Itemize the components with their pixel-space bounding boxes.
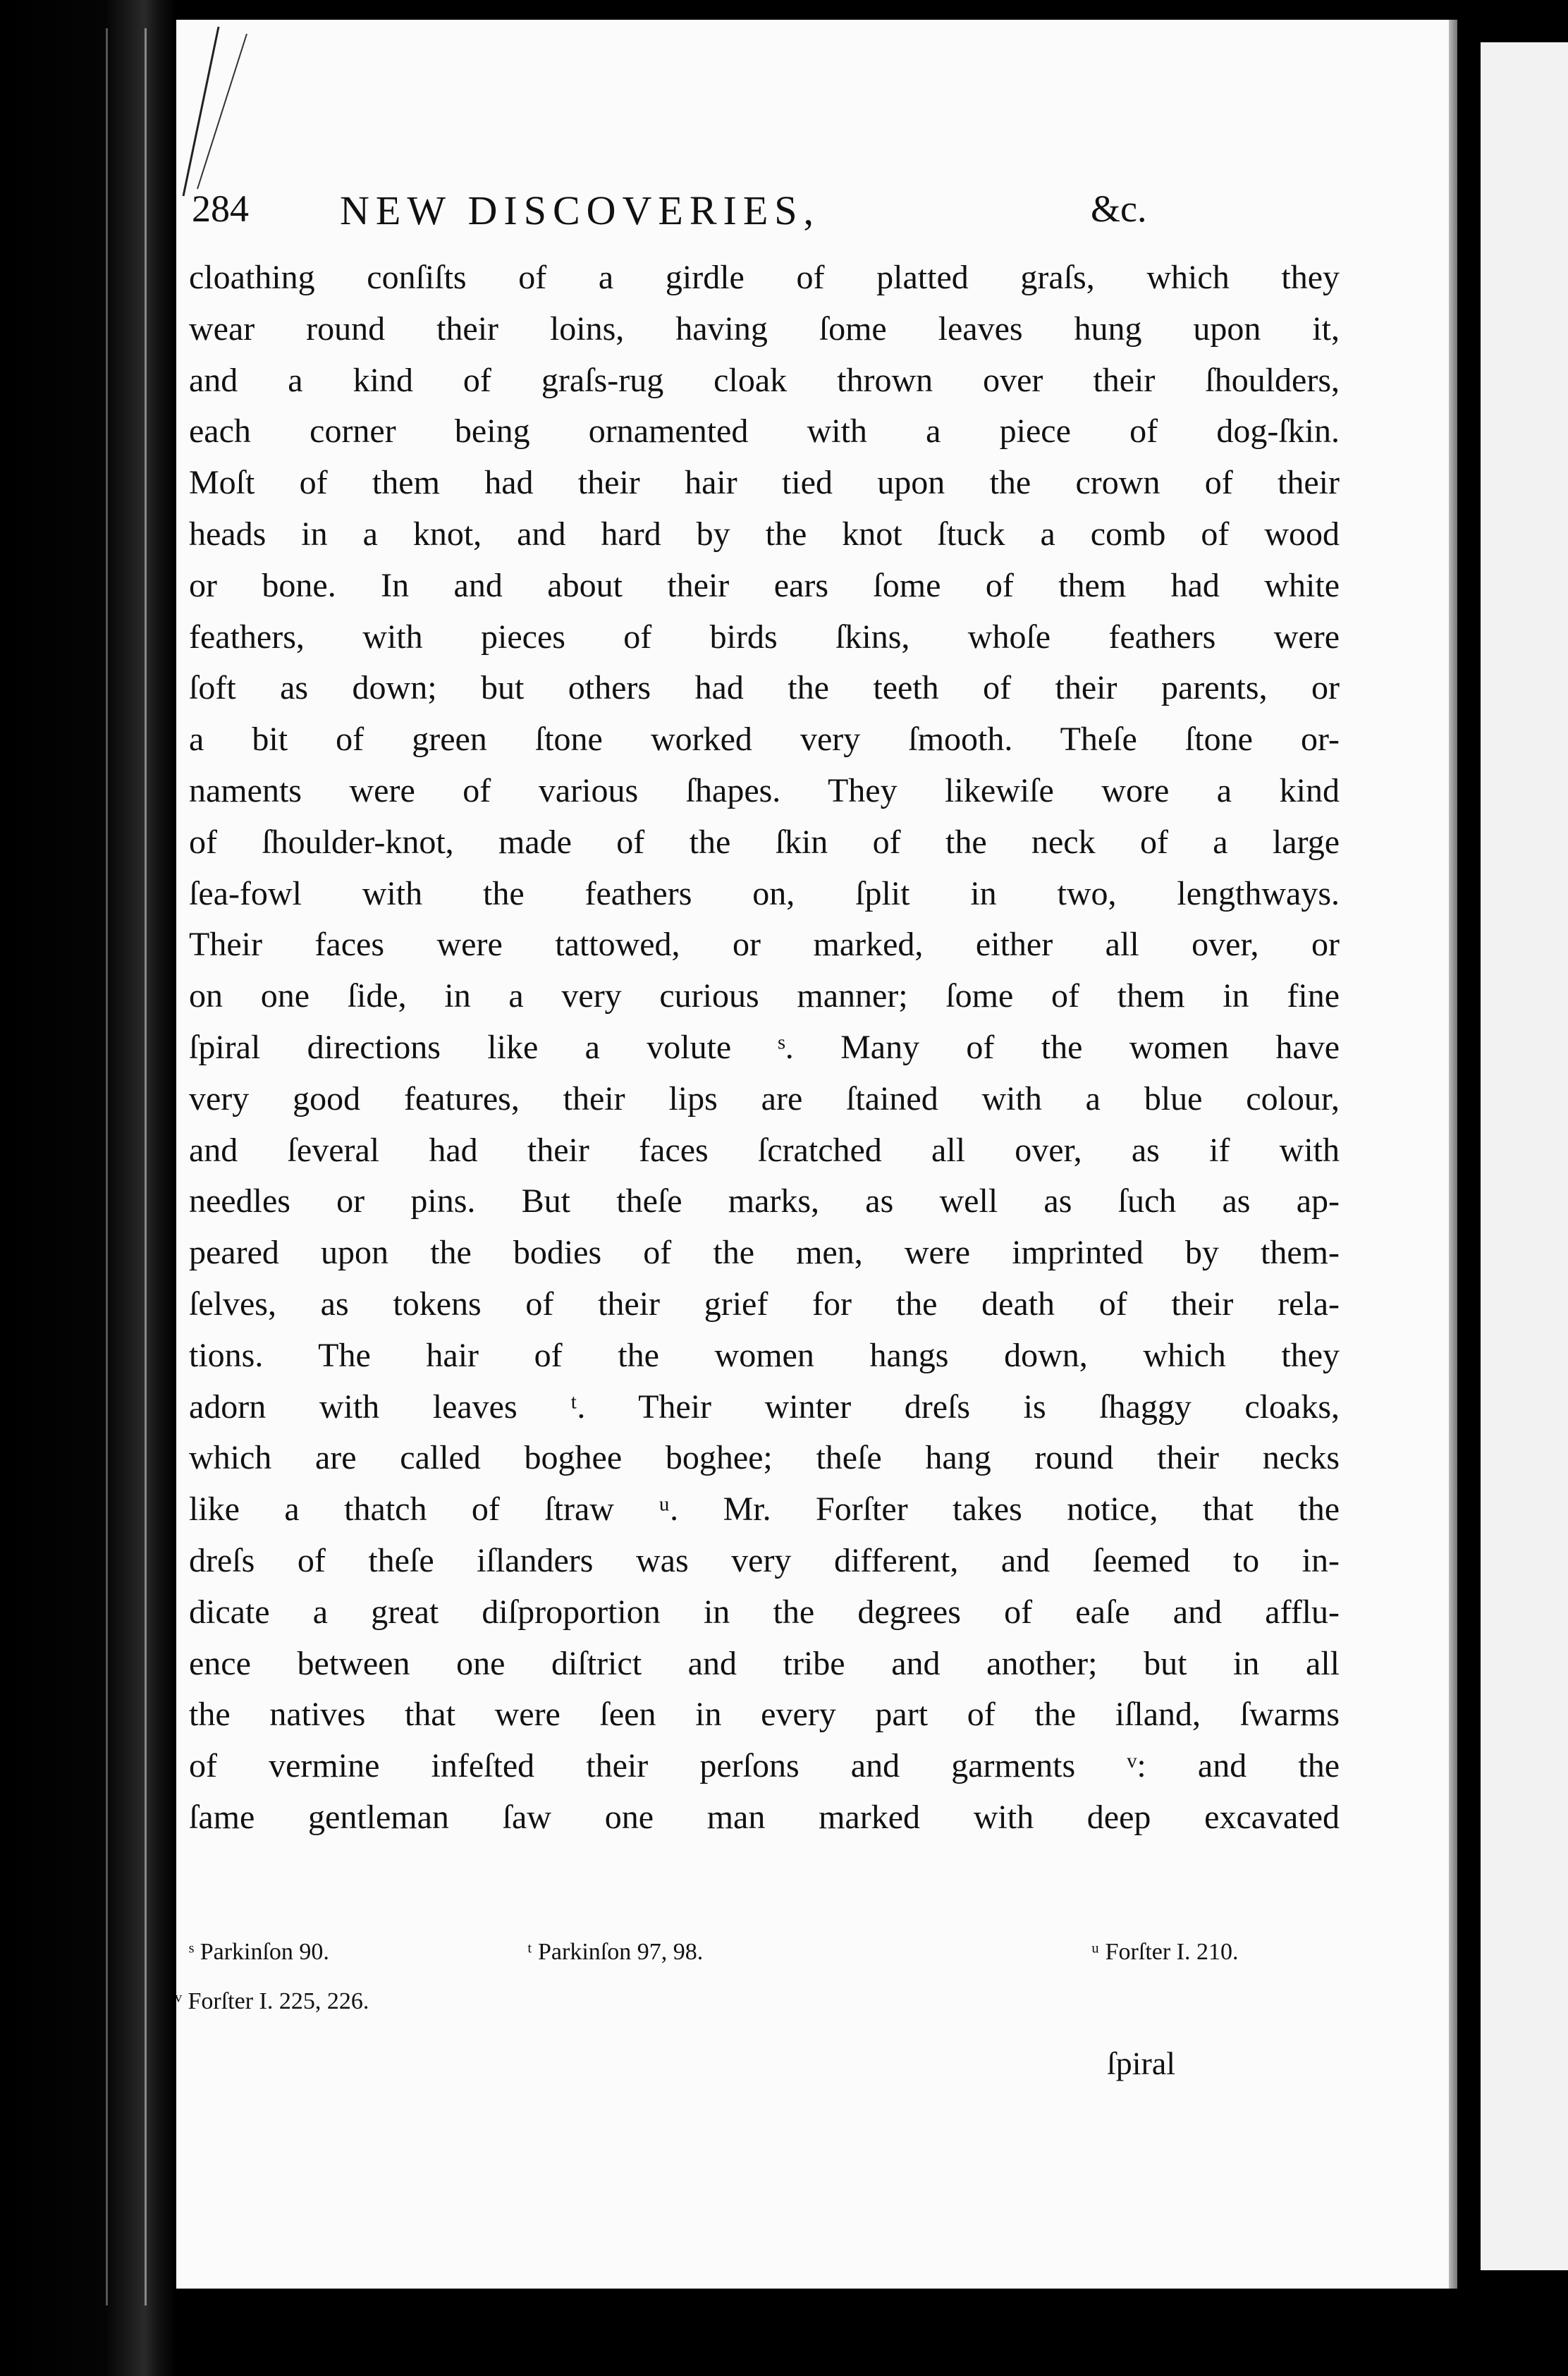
text-line: adorn with leaves ᵗ. Their winter dreſs is ſhaggy cloaks, [189,1388,1340,1426]
text-line: ſpiral directions like a volute ˢ. Many of the women have [189,1028,1340,1066]
text-line: each corner being ornamented with a piece of dog-ſkin. [189,412,1340,451]
text-line: or bone. In and about their ears ſome of them had white [189,566,1340,604]
text-line: which are called boghee boghee; theſe hang round their necks [189,1439,1340,1477]
text-line: Their faces were tattowed, or marked, either all over, or [189,926,1340,964]
text-line: like a thatch of ſtraw ᵘ. Mr. Forſter takes notice, that the [189,1490,1340,1529]
text-line: and ſeveral had their faces ſcratched all over, as if with [189,1131,1340,1169]
footnote-u: ᵘ Forſter I. 210. [1091,1939,1239,1965]
text-line: dreſs of theſe iſlanders was very different, and ſeemed to in- [189,1541,1340,1579]
text-line: peared upon the bodies of the men, were imprinted by them- [189,1234,1340,1272]
text-line: feathers, with pieces of birds ſkins, whoſe feathers were [189,618,1340,656]
footnote-v: ᵛ Forſter I. 225, 226. [175,1988,369,2014]
text-line: ſame gentleman ſaw one man marked with deep excavated [189,1798,1340,1836]
page-corner-pencil-mark [176,20,275,203]
running-title-suffix: &c. [1091,188,1147,230]
text-line: of vermine infeſted their perſons and garments ᵛ: and the [189,1747,1340,1785]
text-line: needles or pins. But theſe marks, as well as ſuch as ap- [189,1182,1340,1220]
text-line: ſoft as down; but others had the teeth of their parents, or [189,669,1340,707]
text-line: cloathing conſiſts of a girdle of platted graſs, which they [189,259,1340,296]
text-line: tions. The hair of the women hangs down, which they [189,1336,1340,1374]
text-line: heads in a knot, and hard by the knot ſtuck a comb of wood [189,515,1340,553]
text-line: Moſt of them had their hair tied upon the crown of their [189,464,1340,502]
footnote-s: ˢ Parkinſon 90. [189,1939,329,1965]
page-edge-shadow [1449,20,1457,2289]
running-title: NEW DISCOVERIES, [340,188,821,233]
text-line: on one ſide, in a very curious manner; ſome of them in fine [189,977,1340,1015]
text-line: naments were of various ſhapes. They likewiſe wore a kind [189,771,1340,809]
body-text [189,252,1340,1844]
page-header [192,187,1179,243]
text-line: ence between one diſtrict and tribe and another; but in all [189,1644,1340,1682]
catchword: ſpiral [1107,2045,1176,2081]
adjacent-page-edge [1481,42,1568,2270]
text-line: and a kind of graſs-rug cloak thrown over their ſhoulders, [189,361,1340,399]
book-spine-shadow [0,0,176,2376]
footnote-t: ᵗ Parkinſon 97, 98. [527,1939,704,1965]
text-line: ſea-fowl with the feathers on, ſplit in two, lengthways. [189,874,1340,912]
text-line: a bit of green ſtone worked very ſmooth. Theſe ſtone or- [189,721,1340,759]
page-number: 284 [192,188,249,230]
spine-edge-line [145,28,147,2305]
text-line: very good features, their lips are ſtained with a blue colour, [189,1079,1340,1117]
spine-edge-line [106,28,108,2305]
text-line: the natives that were ſeen in every part of the iſland, ſwarms [189,1696,1340,1734]
text-line: ſelves, as tokens of their grief for the death of their rela- [189,1285,1340,1323]
text-line: dicate a great diſproportion in the degrees of eaſe and afflu- [189,1593,1340,1631]
text-line: wear round their loins, having ſome leaves hung upon it, [189,310,1340,348]
text-line: of ſhoulder-knot, made of the ſkin of the neck of a large [189,823,1340,861]
